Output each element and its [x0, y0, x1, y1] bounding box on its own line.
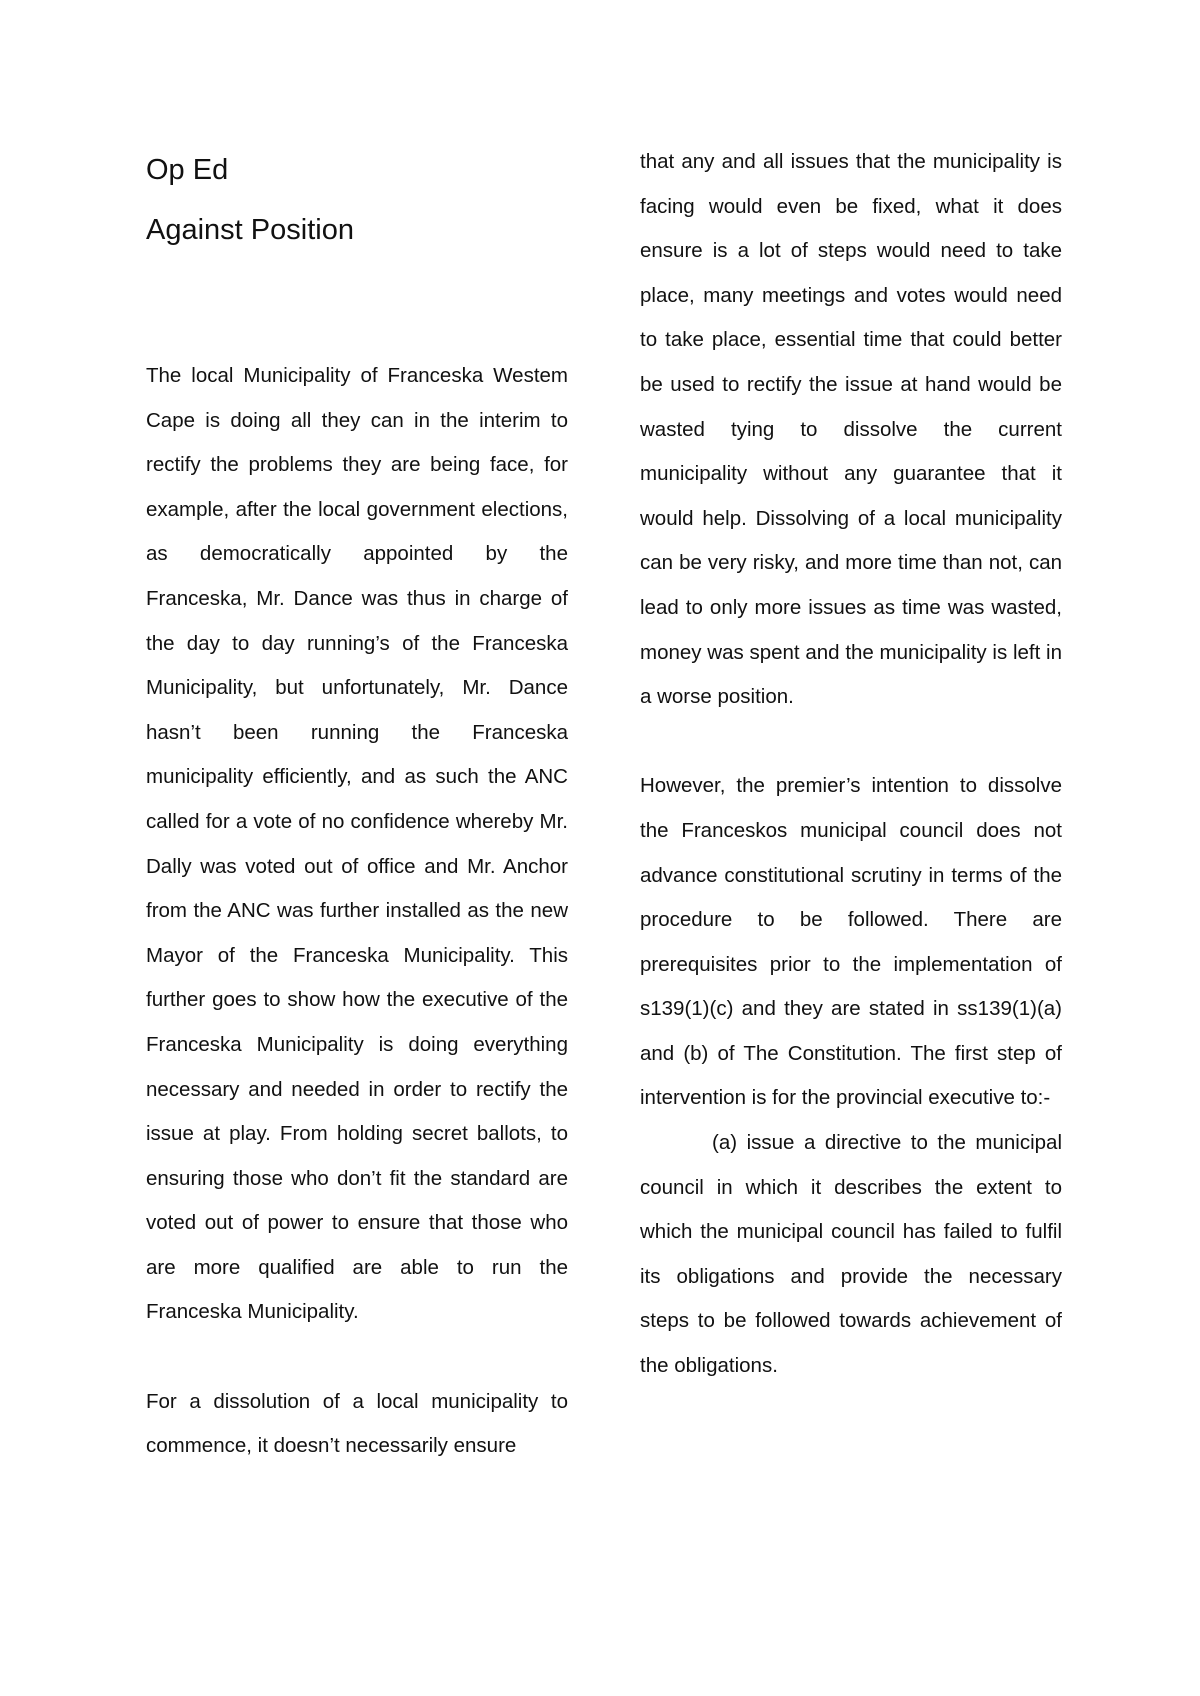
document-title: Op Ed — [146, 154, 229, 186]
paragraph-dissolution-start: For a dissolution of a local municipality to commence, it doesn’t necessarily ensure — [146, 1389, 568, 1458]
paragraph-municipality-efforts: The local Municipality of Franceska Westem Cape is doing all they can in the interim to rectify the problems they are being face, for example, after the local government elections, as democratically appointed by the Franceska, Mr. Dance was thus in charge of the day to day running’s of the Franceska Municipality, but unfortunately, Mr. Dance hasn’t been running the Franceska municipality efficiently, and as such the ANC called for a vote of no confidence whereby Mr. Dally was voted out of office and Mr. Anchor from the ANC was further installed as the new Mayor of the Franceska Municipality. This further goes to show how the executive of the Franceska Municipality is doing everything necessary and needed in order to rectify the issue at play. From holding secret ballots, to ensuring those who don’t fit the standard are voted out of power to ensure that those who are more qualified are able to run the Franceska Municipality. — [146, 364, 568, 1324]
paragraph-spacer — [640, 720, 1062, 765]
right-column — [640, 140, 1062, 1389]
paragraph-dissolution-end: that any and all issues that the municipality is facing would even be fixed, what it does ensure is a lot of steps would need to take place, many meetings and votes would need to take place, essential time that could better be used to rectify the issue at hand would be wasted tying to dissolve the current municipality without any guarantee that it would help. Dissolving of a local municipality can be very risky, and more time than not, can lead to only more issues as time was wasted, money was spent and the municipality is left in a worse position. — [640, 150, 1062, 709]
title-spacer — [146, 260, 568, 354]
left-column — [146, 140, 568, 1469]
list-item-a: (a) issue a directive to the municipal council in which it describes the extent to which the municipal council has failed to fulfil its obligations and provide the necessary steps to be followed towards achievement of the obligations. — [640, 1131, 1062, 1378]
paragraph-premier-intention: However, the premier’s intention to dissolve the Franceskos municipal council does not advance constitutional scrutiny in terms of the procedure to be followed. There are prerequisites prior to the implementation of s139(1)(c) and they are stated in ss139(1)(a) and (b) of The Constitution. The first step of intervention is for the provincial executive to:- — [640, 774, 1062, 1110]
document-subtitle: Against Position — [146, 214, 354, 246]
paragraph-spacer — [146, 1335, 568, 1380]
